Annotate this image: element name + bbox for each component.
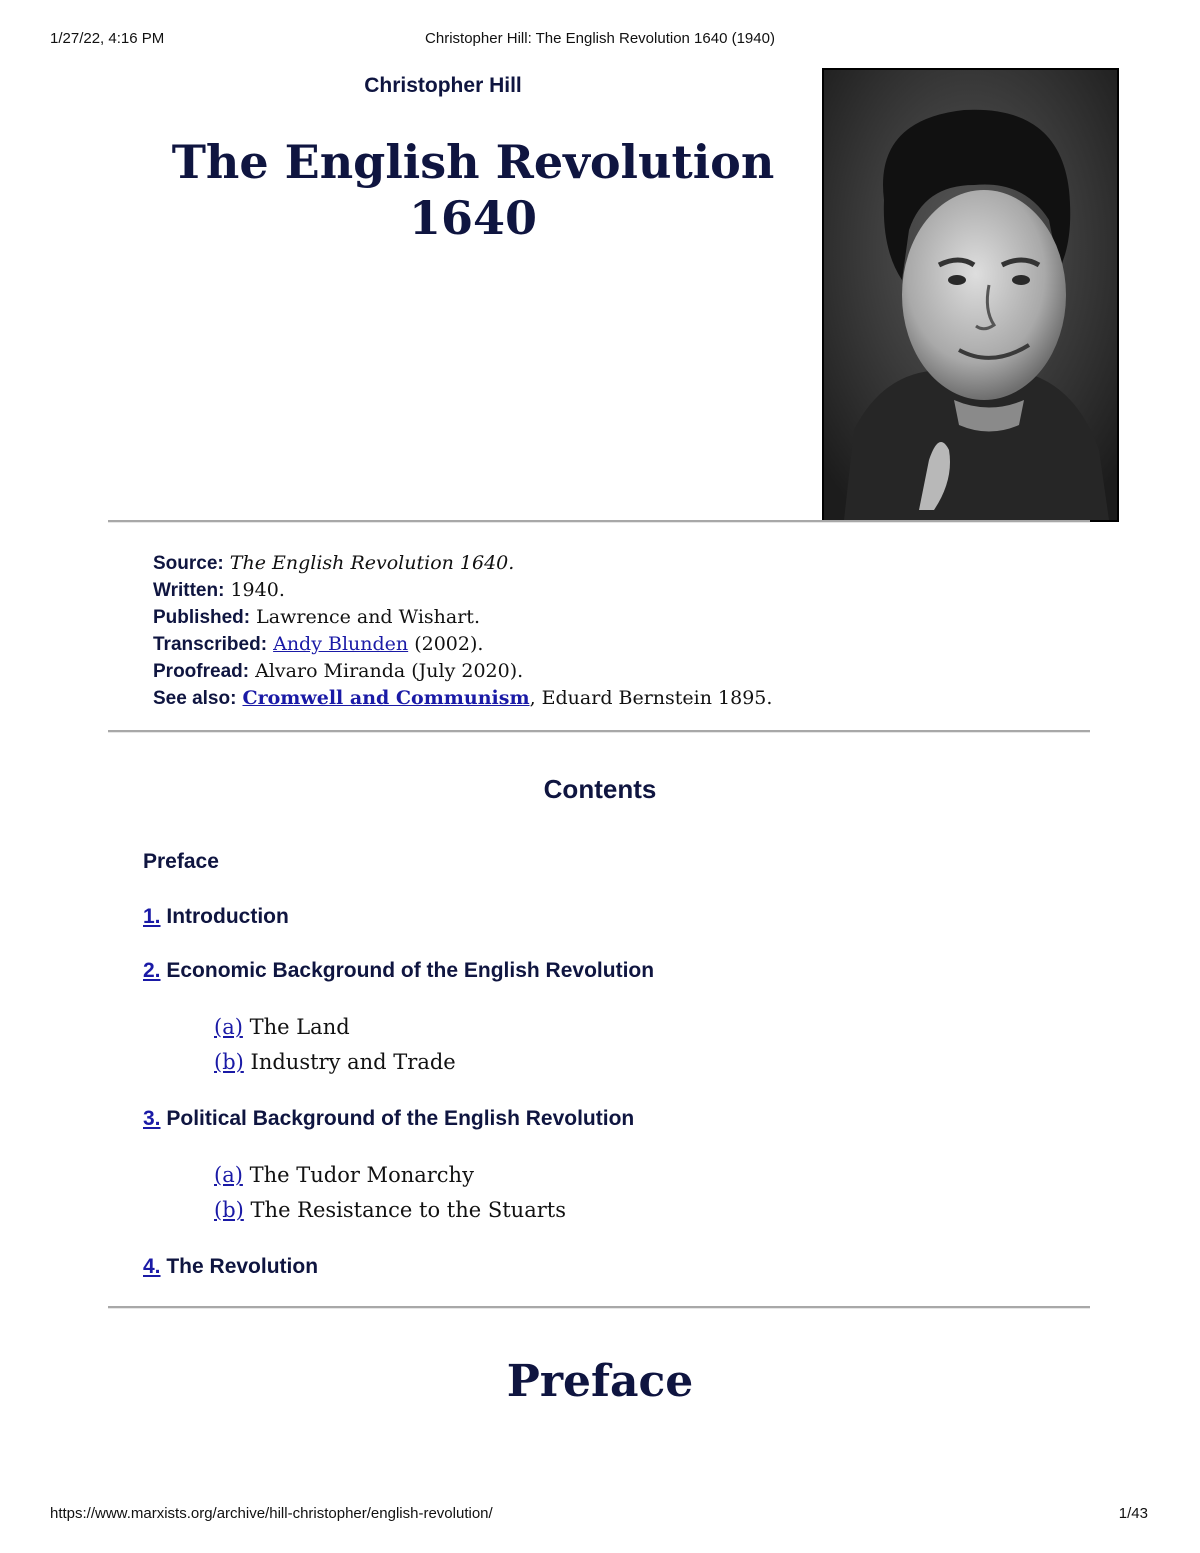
transcribed-year: (2002). — [414, 633, 484, 655]
toc-section-2a-link[interactable]: (a) — [214, 1015, 243, 1039]
toc-chapter-1-title: Introduction — [166, 905, 289, 928]
proofread-value: Alvaro Miranda (July 2020). — [255, 660, 524, 682]
toc-section-3a-link[interactable]: (a) — [214, 1163, 243, 1187]
toc-section-2b-link[interactable]: (b) — [214, 1050, 244, 1074]
print-header — [0, 30, 1200, 50]
toc-preface: Preface — [143, 850, 219, 873]
proofread-label: Proofread: — [153, 661, 250, 682]
print-datetime: 1/27/22, 4:16 PM — [50, 30, 165, 47]
written-value: 1940. — [230, 579, 285, 601]
toc-section-2a-title: The Land — [249, 1015, 350, 1039]
toc-chapter-3-title: Political Background of the English Revolution — [166, 1107, 635, 1130]
divider — [108, 520, 1090, 523]
title-line-1: The English Revolution — [171, 135, 775, 189]
meta-published — [153, 604, 1053, 631]
author-portrait — [822, 68, 1119, 522]
print-url: https://www.marxists.org/archive/hill-christopher/english-revolution/ — [50, 1505, 493, 1522]
meta-transcribed — [153, 631, 1053, 658]
toc-section-2a — [214, 1015, 350, 1039]
toc-section-3b-link[interactable]: (b) — [214, 1198, 244, 1222]
meta-source — [153, 550, 1053, 577]
toc-section-3a — [214, 1163, 474, 1187]
see-also-link[interactable]: Cromwell and Communism — [242, 687, 530, 709]
page-title — [140, 134, 806, 246]
source-value: The English Revolution 1640. — [229, 552, 515, 574]
toc-section-3b-title: The Resistance to the Stuarts — [250, 1198, 566, 1222]
author-portrait-icon — [824, 70, 1117, 520]
document-metadata — [153, 550, 1053, 712]
written-label: Written: — [153, 580, 225, 601]
meta-written — [153, 577, 1053, 604]
title-line-2: 1640 — [408, 191, 538, 245]
author-name: Christopher Hill — [364, 74, 522, 97]
toc-chapter-1-link[interactable]: 1. — [143, 905, 161, 928]
toc-chapter-4-link[interactable]: 4. — [143, 1255, 161, 1278]
see-also-suffix: , Eduard Bernstein 1895. — [529, 687, 773, 709]
toc-chapter-3 — [143, 1107, 634, 1131]
meta-see-also — [153, 685, 1053, 712]
contents-heading: Contents — [543, 774, 657, 804]
toc-chapter-3-link[interactable]: 3. — [143, 1107, 161, 1130]
toc-section-3a-title: The Tudor Monarchy — [249, 1163, 474, 1187]
toc-section-3b — [214, 1198, 566, 1222]
see-also-label: See also: — [153, 688, 237, 709]
toc-section-2b-title: Industry and Trade — [250, 1050, 456, 1074]
print-page-title: Christopher Hill: The English Revolution 1640 (1940) — [425, 30, 775, 47]
source-label: Source: — [153, 553, 224, 574]
divider — [108, 1306, 1090, 1309]
toc-chapter-2-link[interactable]: 2. — [143, 959, 161, 982]
published-label: Published: — [153, 607, 251, 628]
transcribed-label: Transcribed: — [153, 634, 268, 655]
published-value: Lawrence and Wishart. — [256, 606, 480, 628]
toc-chapter-2 — [143, 959, 654, 983]
toc-chapter-2-title: Economic Background of the English Revolution — [166, 959, 655, 982]
preface-heading: Preface — [506, 1356, 694, 1407]
divider — [108, 730, 1090, 733]
meta-proofread — [153, 658, 1053, 685]
print-footer — [0, 1505, 1200, 1525]
toc-section-2b — [214, 1050, 456, 1074]
toc-chapter-4 — [143, 1255, 318, 1279]
toc-chapter-4-title: The Revolution — [166, 1255, 319, 1278]
toc-chapter-1 — [143, 905, 289, 929]
print-page-count: 1/43 — [1118, 1505, 1148, 1522]
transcriber-link[interactable]: Andy Blunden — [273, 633, 409, 655]
